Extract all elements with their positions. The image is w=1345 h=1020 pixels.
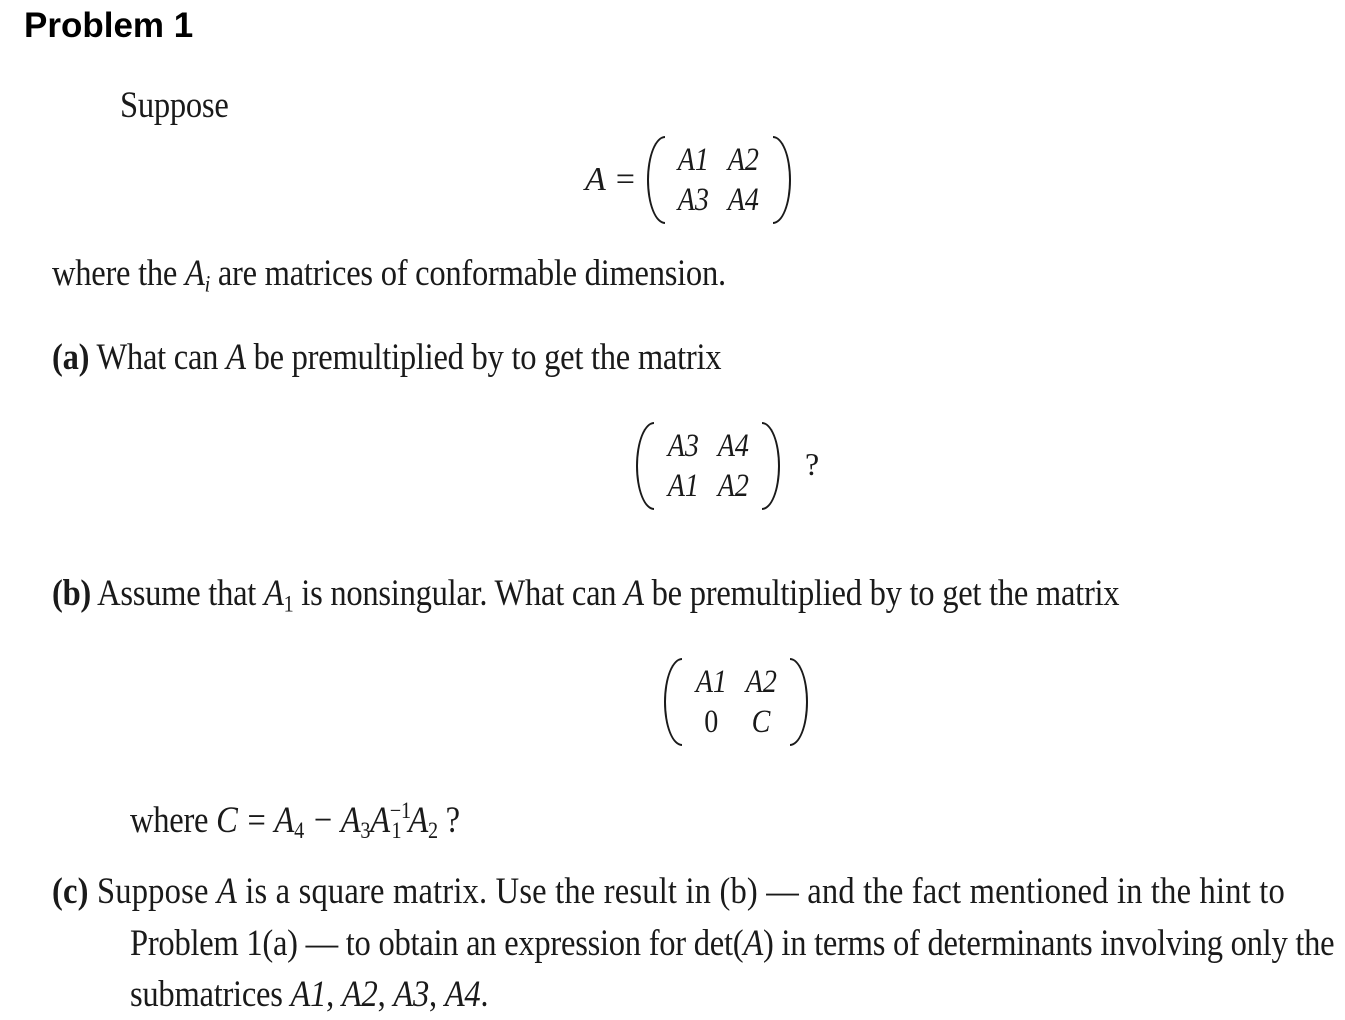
matrix-a-lhs: A = <box>585 161 637 198</box>
part-a-post: be premultiplied by to get the matrix <box>245 337 722 378</box>
intro-text: Suppose <box>120 85 229 126</box>
part-b-label: (b) <box>52 573 92 614</box>
part-c-line2 <box>130 922 1334 965</box>
matrix-a-block <box>585 136 791 224</box>
where-post: are matrices of conformable dimension. <box>209 253 726 294</box>
where-sub: i <box>204 271 210 297</box>
part-b-mid: is nonsingular. What can <box>293 573 625 614</box>
matrix-a-grid <box>669 140 769 220</box>
part-c-line3: submatrices A1, A2, A3, A4. <box>130 974 489 1015</box>
problem-heading: Problem 1 <box>24 6 194 45</box>
part-c-line3-pre: submatrices <box>130 974 291 1015</box>
part-c-line1-pre: Suppose <box>88 871 217 912</box>
where-eq-sub: 4 <box>294 818 304 844</box>
part-c-line2-post: ) in terms of determinants involving only the <box>762 923 1335 964</box>
part-b-matrix <box>664 658 808 746</box>
where-line <box>52 252 726 297</box>
matrix-cell: A4 <box>728 181 760 218</box>
where-pre: where the <box>52 253 185 294</box>
part-b-var: A <box>263 573 284 614</box>
matrix-cell: C <box>751 703 771 740</box>
where-sup: −1 <box>389 798 411 823</box>
part-c-line2-pre: Problem 1(a) — to obtain an expression for det( <box>130 923 744 964</box>
part-b-pre: Assume that <box>91 573 264 614</box>
submatrix: A2 <box>341 974 378 1015</box>
where-a: A <box>370 799 390 841</box>
matrix-cell: A2 <box>728 141 760 178</box>
part-c-line3-end: . <box>480 974 489 1015</box>
where-eq: C = A <box>216 799 295 841</box>
part-b-post: be premultiplied by to get the matrix <box>643 573 1120 614</box>
part-a-matrix <box>636 422 780 510</box>
part-c-line1-var: A <box>216 871 237 912</box>
matrix-cell: A1 <box>695 663 727 700</box>
matrix-cell: A1 <box>678 141 710 178</box>
left-paren <box>664 658 682 746</box>
matrix-cell: A3 <box>667 427 699 464</box>
right-paren <box>773 136 791 224</box>
part-c-label: (c) <box>52 871 89 912</box>
part-c-line1 <box>52 870 1285 913</box>
right-paren <box>762 422 780 510</box>
where-a2: A <box>408 799 428 841</box>
where-sub1: 1 <box>391 818 402 844</box>
left-paren <box>636 422 654 510</box>
part-c-line2-var: A <box>743 923 763 964</box>
part-b-question <box>52 572 1119 617</box>
where-sub2: 2 <box>427 818 438 844</box>
right-paren <box>790 658 808 746</box>
part-b-where-line <box>130 798 460 844</box>
part-b-grid <box>686 662 786 742</box>
where-minus: − A <box>303 799 361 841</box>
submatrix: A4 <box>444 974 481 1015</box>
where-sub3: 3 <box>360 818 371 844</box>
part-a-question <box>52 336 721 379</box>
matrix-cell: A3 <box>678 181 710 218</box>
part-c-line1-post: is a square matrix. Use the result in (b) — and the fact mentioned in the hint to <box>236 871 1285 912</box>
submatrix: A1 <box>290 974 327 1015</box>
left-paren <box>647 136 665 224</box>
part-b-var2: A <box>624 573 644 614</box>
submatrix: A3 <box>393 974 429 1015</box>
part-a-grid <box>658 426 758 506</box>
matrix-cell: A2 <box>717 467 749 504</box>
where-pre: where <box>130 799 217 841</box>
part-a-pre: What can <box>89 337 227 378</box>
matrix-cell: A4 <box>717 427 749 464</box>
where-q: ? <box>437 799 460 841</box>
matrix-cell: A1 <box>667 467 699 504</box>
part-a-var: A <box>226 337 246 378</box>
where-var: A <box>184 253 205 294</box>
matrix-cell: 0 <box>703 703 719 740</box>
matrix-cell: A2 <box>745 663 777 700</box>
part-a-label: (a) <box>52 337 90 378</box>
part-b-var-sub: 1 <box>283 591 294 617</box>
part-a-question-mark: ? <box>805 446 820 482</box>
